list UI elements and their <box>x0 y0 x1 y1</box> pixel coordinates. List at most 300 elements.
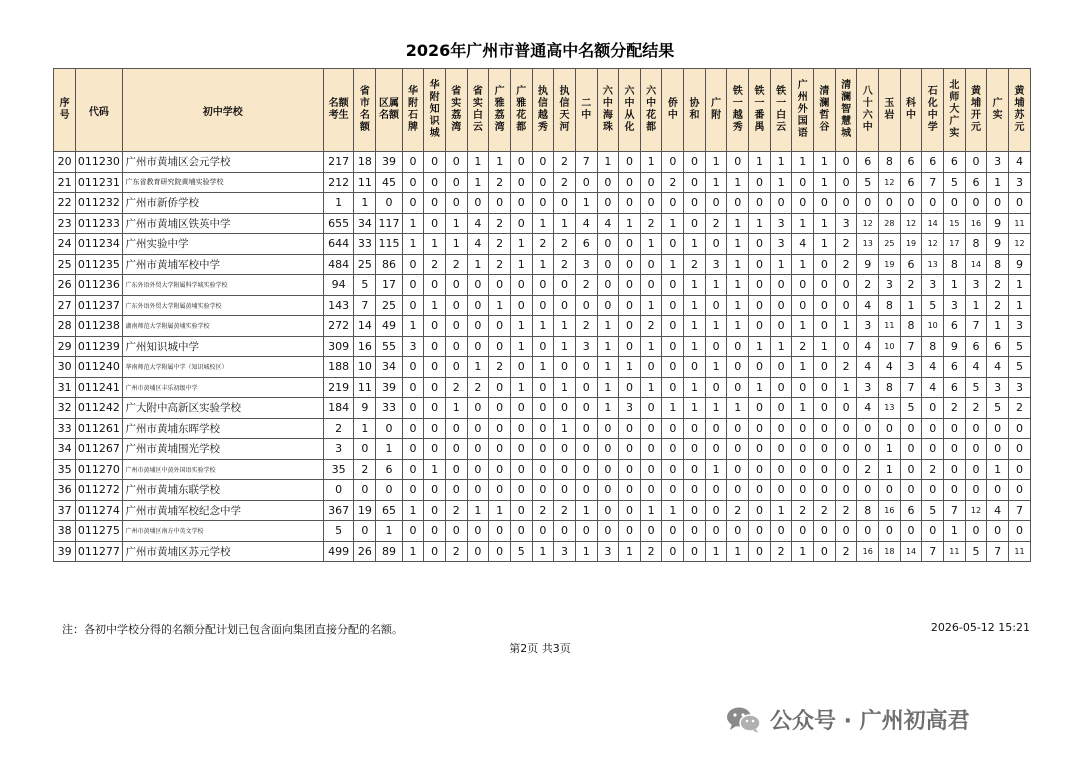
quota-cell: 3 <box>944 295 966 316</box>
quota-cell: 14 <box>354 316 376 337</box>
quota-cell: 2 <box>684 254 706 275</box>
quota-cell: 0 <box>424 500 446 521</box>
quota-cell: 0 <box>532 480 554 501</box>
quota-cell: 0 <box>619 459 641 480</box>
quota-cell: 0 <box>554 193 576 214</box>
column-header: 铁一越秀 <box>727 69 749 152</box>
quota-cell: 0 <box>727 521 749 542</box>
quota-cell: 1 <box>770 152 792 173</box>
quota-cell: 5 <box>1008 357 1030 378</box>
quota-cell: 3 <box>987 377 1009 398</box>
quota-cell: 0 <box>705 500 727 521</box>
quota-cell: 1 <box>489 295 511 316</box>
quota-cell: 3 <box>879 275 901 296</box>
quota-cell: 1 <box>640 500 662 521</box>
quota-cell: 0 <box>597 275 619 296</box>
quota-cell: 0 <box>792 275 814 296</box>
wechat-icon <box>726 706 762 734</box>
quota-cell: 0 <box>445 521 467 542</box>
quota-cell: 0 <box>770 275 792 296</box>
quota-cell: 0 <box>792 172 814 193</box>
quota-cell: 1 <box>510 336 532 357</box>
quota-cell: 0 <box>705 439 727 460</box>
quota-cell: 272 <box>324 316 354 337</box>
quota-cell: 1 <box>684 377 706 398</box>
table-row <box>54 316 1031 337</box>
column-header: 玉岩 <box>879 69 901 152</box>
quota-cell: 1 <box>814 234 836 255</box>
column-header: 省实白云 <box>467 69 489 152</box>
school-code: 011234 <box>76 234 122 255</box>
quota-cell: 1 <box>554 377 576 398</box>
column-header: 六中海珠 <box>597 69 619 152</box>
quota-cell: 2 <box>857 275 879 296</box>
quota-cell: 0 <box>749 541 771 562</box>
quota-cell: 0 <box>900 459 922 480</box>
quota-cell: 0 <box>1008 439 1030 460</box>
quota-cell: 5 <box>965 541 987 562</box>
quota-cell: 0 <box>445 439 467 460</box>
quota-cell: 1 <box>662 254 684 275</box>
quota-cell: 0 <box>510 500 532 521</box>
quota-cell: 2 <box>575 316 597 337</box>
quota-cell: 0 <box>662 357 684 378</box>
quota-cell: 0 <box>792 377 814 398</box>
quota-cell: 33 <box>354 234 376 255</box>
quota-cell: 11 <box>354 172 376 193</box>
column-header: 六中花都 <box>640 69 662 152</box>
table-row <box>54 398 1031 419</box>
quota-cell: 0 <box>835 459 857 480</box>
quota-cell: 2 <box>489 357 511 378</box>
quota-cell: 5 <box>922 500 944 521</box>
quota-cell: 0 <box>597 193 619 214</box>
quota-cell: 1 <box>727 172 749 193</box>
allocation-table-wrap <box>53 68 1031 562</box>
quota-cell: 9 <box>857 254 879 275</box>
quota-cell: 0 <box>640 254 662 275</box>
quota-cell: 2 <box>857 459 879 480</box>
quota-cell: 1 <box>705 398 727 419</box>
quota-cell: 10 <box>354 357 376 378</box>
quota-cell: 6 <box>944 316 966 337</box>
quota-cell: 1 <box>705 541 727 562</box>
quota-cell: 1 <box>792 541 814 562</box>
quota-cell: 2 <box>640 316 662 337</box>
quota-cell: 12 <box>965 500 987 521</box>
column-header: 黄埔苏元 <box>1008 69 1030 152</box>
page-title: 2026年广州市普通高中名额分配结果 <box>405 41 675 60</box>
row-number: 37 <box>54 500 76 521</box>
quota-cell: 0 <box>900 521 922 542</box>
quota-cell: 0 <box>575 377 597 398</box>
school-name: 广州市黄埔东联学校 <box>122 480 324 501</box>
quota-cell: 0 <box>402 418 424 439</box>
quota-cell: 1 <box>814 213 836 234</box>
allocation-table <box>53 68 1031 562</box>
quota-cell: 1 <box>749 377 771 398</box>
quota-cell: 0 <box>467 316 489 337</box>
school-name: 广州市黄埔区中黄外国语实验学校 <box>122 459 324 480</box>
quota-cell: 0 <box>814 193 836 214</box>
quota-cell: 644 <box>324 234 354 255</box>
quota-cell: 0 <box>770 418 792 439</box>
quota-cell: 0 <box>987 480 1009 501</box>
quota-cell: 2 <box>445 500 467 521</box>
quota-cell: 0 <box>489 418 511 439</box>
row-number: 39 <box>54 541 76 562</box>
table-row <box>54 377 1031 398</box>
quota-cell: 0 <box>727 377 749 398</box>
column-header: 清澜智慧城 <box>835 69 857 152</box>
quota-cell: 35 <box>324 459 354 480</box>
column-header: 石化中学 <box>922 69 944 152</box>
quota-cell: 1 <box>597 398 619 419</box>
quota-cell: 6 <box>900 172 922 193</box>
quota-cell: 17 <box>376 275 402 296</box>
quota-cell: 1 <box>684 275 706 296</box>
quota-cell: 49 <box>376 316 402 337</box>
quota-cell: 0 <box>489 398 511 419</box>
quota-cell: 0 <box>532 295 554 316</box>
quota-cell: 0 <box>792 439 814 460</box>
quota-cell: 0 <box>857 193 879 214</box>
table-row <box>54 213 1031 234</box>
quota-cell: 1 <box>597 357 619 378</box>
quota-cell: 0 <box>770 316 792 337</box>
quota-cell: 0 <box>619 172 641 193</box>
quota-cell: 3 <box>575 336 597 357</box>
quota-cell: 0 <box>749 418 771 439</box>
quota-cell: 3 <box>900 357 922 378</box>
school-name: 华南师范大学附属中学（知识城校区） <box>122 357 324 378</box>
quota-cell: 0 <box>965 418 987 439</box>
quota-cell: 1 <box>324 193 354 214</box>
quota-cell: 0 <box>402 398 424 419</box>
quota-cell: 2 <box>965 398 987 419</box>
quota-cell: 1 <box>835 316 857 337</box>
quota-cell: 5 <box>1008 336 1030 357</box>
quota-cell: 3 <box>705 254 727 275</box>
quota-cell: 184 <box>324 398 354 419</box>
quota-cell: 0 <box>445 193 467 214</box>
quota-cell: 0 <box>510 398 532 419</box>
quota-cell: 0 <box>684 521 706 542</box>
quota-cell: 3 <box>857 316 879 337</box>
quota-cell: 0 <box>814 541 836 562</box>
quota-cell: 0 <box>987 521 1009 542</box>
quota-cell: 0 <box>770 357 792 378</box>
quota-cell: 309 <box>324 336 354 357</box>
quota-cell: 0 <box>662 275 684 296</box>
quota-cell: 1 <box>619 541 641 562</box>
quota-cell: 1 <box>640 336 662 357</box>
quota-cell: 10 <box>879 336 901 357</box>
quota-cell: 0 <box>489 193 511 214</box>
school-name: 广州市黄埔区铁英中学 <box>122 213 324 234</box>
quota-cell: 0 <box>922 480 944 501</box>
quota-cell: 6 <box>900 254 922 275</box>
quota-cell: 0 <box>619 500 641 521</box>
column-header: 名额考生 <box>324 69 354 152</box>
quota-cell: 0 <box>467 295 489 316</box>
quota-cell: 0 <box>835 152 857 173</box>
column-header: 代码 <box>76 69 122 152</box>
quota-cell: 0 <box>324 480 354 501</box>
quota-cell: 1 <box>879 459 901 480</box>
quota-cell: 0 <box>424 541 446 562</box>
quota-cell: 1 <box>684 234 706 255</box>
quota-cell: 13 <box>857 234 879 255</box>
school-code: 011277 <box>76 541 122 562</box>
quota-cell: 0 <box>1008 521 1030 542</box>
quota-cell: 0 <box>489 521 511 542</box>
quota-cell: 0 <box>402 459 424 480</box>
quota-cell: 484 <box>324 254 354 275</box>
school-code: 011242 <box>76 398 122 419</box>
quota-cell: 0 <box>814 295 836 316</box>
quota-cell: 0 <box>749 254 771 275</box>
row-number: 38 <box>54 521 76 542</box>
quota-cell: 6 <box>575 234 597 255</box>
column-header: 铁一番禺 <box>749 69 771 152</box>
quota-cell: 0 <box>619 439 641 460</box>
school-name: 广大附中高新区实验学校 <box>122 398 324 419</box>
quota-cell: 0 <box>662 193 684 214</box>
school-code: 011235 <box>76 254 122 275</box>
quota-cell: 0 <box>987 418 1009 439</box>
quota-cell: 4 <box>879 357 901 378</box>
quota-cell: 0 <box>749 275 771 296</box>
quota-cell: 8 <box>987 254 1009 275</box>
quota-cell: 2 <box>532 500 554 521</box>
table-row <box>54 193 1031 214</box>
quota-cell: 1 <box>467 357 489 378</box>
quota-cell: 0 <box>857 418 879 439</box>
school-code: 011274 <box>76 500 122 521</box>
quota-cell: 4 <box>467 234 489 255</box>
quota-cell: 0 <box>684 193 706 214</box>
school-name: 广州市黄埔围光学校 <box>122 439 324 460</box>
school-code: 011232 <box>76 193 122 214</box>
quota-cell: 0 <box>445 418 467 439</box>
school-code: 011230 <box>76 152 122 173</box>
quota-cell: 12 <box>900 213 922 234</box>
quota-cell: 0 <box>640 193 662 214</box>
quota-cell: 0 <box>662 439 684 460</box>
quota-cell: 3 <box>1008 172 1030 193</box>
quota-cell: 0 <box>510 172 532 193</box>
column-header: 广州外国语 <box>792 69 814 152</box>
quota-cell: 8 <box>900 316 922 337</box>
quota-cell: 0 <box>749 234 771 255</box>
quota-cell: 1 <box>944 521 966 542</box>
quota-cell: 5 <box>987 398 1009 419</box>
quota-cell: 4 <box>597 213 619 234</box>
quota-cell: 0 <box>424 152 446 173</box>
quota-cell: 0 <box>684 213 706 234</box>
table-header-row <box>54 69 1031 152</box>
quota-cell: 0 <box>467 193 489 214</box>
quota-cell: 25 <box>354 254 376 275</box>
quota-cell: 0 <box>532 193 554 214</box>
quota-cell: 0 <box>575 295 597 316</box>
quota-cell: 0 <box>619 193 641 214</box>
quota-cell: 2 <box>554 254 576 275</box>
quota-cell: 0 <box>354 521 376 542</box>
quota-cell: 0 <box>402 357 424 378</box>
quota-cell: 2 <box>1008 398 1030 419</box>
quota-cell: 9 <box>987 234 1009 255</box>
quota-cell: 0 <box>532 418 554 439</box>
quota-cell: 0 <box>619 152 641 173</box>
quota-cell: 0 <box>510 480 532 501</box>
quota-cell: 143 <box>324 295 354 316</box>
column-header: 执信天河 <box>554 69 576 152</box>
quota-cell: 13 <box>879 398 901 419</box>
quota-cell: 4 <box>857 398 879 419</box>
quota-cell: 1 <box>532 316 554 337</box>
quota-cell: 1 <box>445 234 467 255</box>
quota-cell: 0 <box>835 275 857 296</box>
quota-cell: 1 <box>467 500 489 521</box>
quota-cell: 1 <box>965 295 987 316</box>
quota-cell: 0 <box>402 152 424 173</box>
column-header: 序号 <box>54 69 76 152</box>
quota-cell: 7 <box>900 377 922 398</box>
quota-cell: 0 <box>684 541 706 562</box>
quota-cell: 0 <box>835 193 857 214</box>
quota-cell: 4 <box>922 357 944 378</box>
row-number: 35 <box>54 459 76 480</box>
quota-cell: 4 <box>792 234 814 255</box>
quota-cell: 0 <box>662 152 684 173</box>
quota-cell: 1 <box>770 336 792 357</box>
quota-cell: 1 <box>376 521 402 542</box>
quota-cell: 2 <box>792 336 814 357</box>
quota-cell: 1 <box>640 295 662 316</box>
quota-cell: 1 <box>792 213 814 234</box>
quota-cell: 0 <box>749 172 771 193</box>
quota-cell: 13 <box>922 254 944 275</box>
quota-cell: 0 <box>662 316 684 337</box>
quota-cell: 39 <box>376 377 402 398</box>
quota-cell: 1 <box>575 500 597 521</box>
table-row <box>54 234 1031 255</box>
quota-cell: 1 <box>510 377 532 398</box>
quota-cell: 0 <box>424 357 446 378</box>
quota-cell: 0 <box>510 357 532 378</box>
quota-cell: 0 <box>705 336 727 357</box>
quota-cell: 0 <box>424 521 446 542</box>
quota-cell: 0 <box>510 459 532 480</box>
quota-cell: 1 <box>402 213 424 234</box>
school-name: 广东外语外贸大学附属黄埔实验学校 <box>122 295 324 316</box>
quota-cell: 0 <box>879 193 901 214</box>
quota-cell: 1 <box>727 398 749 419</box>
row-number: 23 <box>54 213 76 234</box>
quota-cell: 2 <box>900 275 922 296</box>
quota-cell: 0 <box>965 480 987 501</box>
quota-cell: 0 <box>467 336 489 357</box>
quota-cell: 34 <box>376 357 402 378</box>
quota-cell: 0 <box>727 439 749 460</box>
quota-cell: 0 <box>510 439 532 460</box>
column-header: 华附知识城 <box>424 69 446 152</box>
column-header: 协和 <box>684 69 706 152</box>
quota-cell: 2 <box>727 500 749 521</box>
quota-cell: 219 <box>324 377 354 398</box>
quota-cell: 2 <box>640 541 662 562</box>
quota-cell: 0 <box>835 172 857 193</box>
column-header: 清澜哲谷 <box>814 69 836 152</box>
table-row <box>54 295 1031 316</box>
quota-cell: 0 <box>597 521 619 542</box>
quota-cell: 8 <box>922 336 944 357</box>
quota-cell: 1 <box>705 152 727 173</box>
quota-cell: 3 <box>835 213 857 234</box>
quota-cell: 0 <box>489 275 511 296</box>
quota-cell: 1 <box>727 234 749 255</box>
quota-cell: 0 <box>770 377 792 398</box>
quota-cell: 1 <box>640 234 662 255</box>
quota-cell: 0 <box>684 152 706 173</box>
quota-cell: 0 <box>597 418 619 439</box>
quota-cell: 0 <box>879 418 901 439</box>
quota-cell: 0 <box>575 521 597 542</box>
quota-cell: 1 <box>597 377 619 398</box>
quota-cell: 0 <box>532 172 554 193</box>
quota-cell: 11 <box>354 377 376 398</box>
quota-cell: 7 <box>900 336 922 357</box>
quota-cell: 1 <box>532 254 554 275</box>
quota-cell: 2 <box>987 275 1009 296</box>
quota-cell: 0 <box>792 480 814 501</box>
quota-cell: 0 <box>857 439 879 460</box>
table-row <box>54 172 1031 193</box>
quota-cell: 0 <box>835 336 857 357</box>
row-number: 26 <box>54 275 76 296</box>
quota-cell: 0 <box>445 295 467 316</box>
quota-cell: 0 <box>749 295 771 316</box>
quota-cell: 19 <box>879 254 901 275</box>
table-row <box>54 254 1031 275</box>
quota-cell: 0 <box>792 521 814 542</box>
quota-cell: 8 <box>965 234 987 255</box>
quota-cell: 0 <box>467 480 489 501</box>
quota-cell: 0 <box>619 418 641 439</box>
quota-cell: 0 <box>402 254 424 275</box>
quota-cell: 2 <box>424 254 446 275</box>
quota-cell: 5 <box>922 295 944 316</box>
quota-cell: 2 <box>662 172 684 193</box>
quota-cell: 0 <box>835 439 857 460</box>
quota-cell: 0 <box>619 521 641 542</box>
quota-cell: 6 <box>922 152 944 173</box>
quota-cell: 4 <box>922 377 944 398</box>
quota-cell: 1 <box>554 213 576 234</box>
quota-cell: 0 <box>597 234 619 255</box>
quota-cell: 2 <box>814 500 836 521</box>
quota-cell: 1 <box>705 275 727 296</box>
quota-cell: 3 <box>1008 377 1030 398</box>
quota-cell: 1 <box>727 541 749 562</box>
quota-cell: 1 <box>792 254 814 275</box>
quota-cell: 1 <box>619 213 641 234</box>
quota-cell: 0 <box>814 398 836 419</box>
quota-cell: 1 <box>814 336 836 357</box>
quota-cell: 3 <box>770 234 792 255</box>
